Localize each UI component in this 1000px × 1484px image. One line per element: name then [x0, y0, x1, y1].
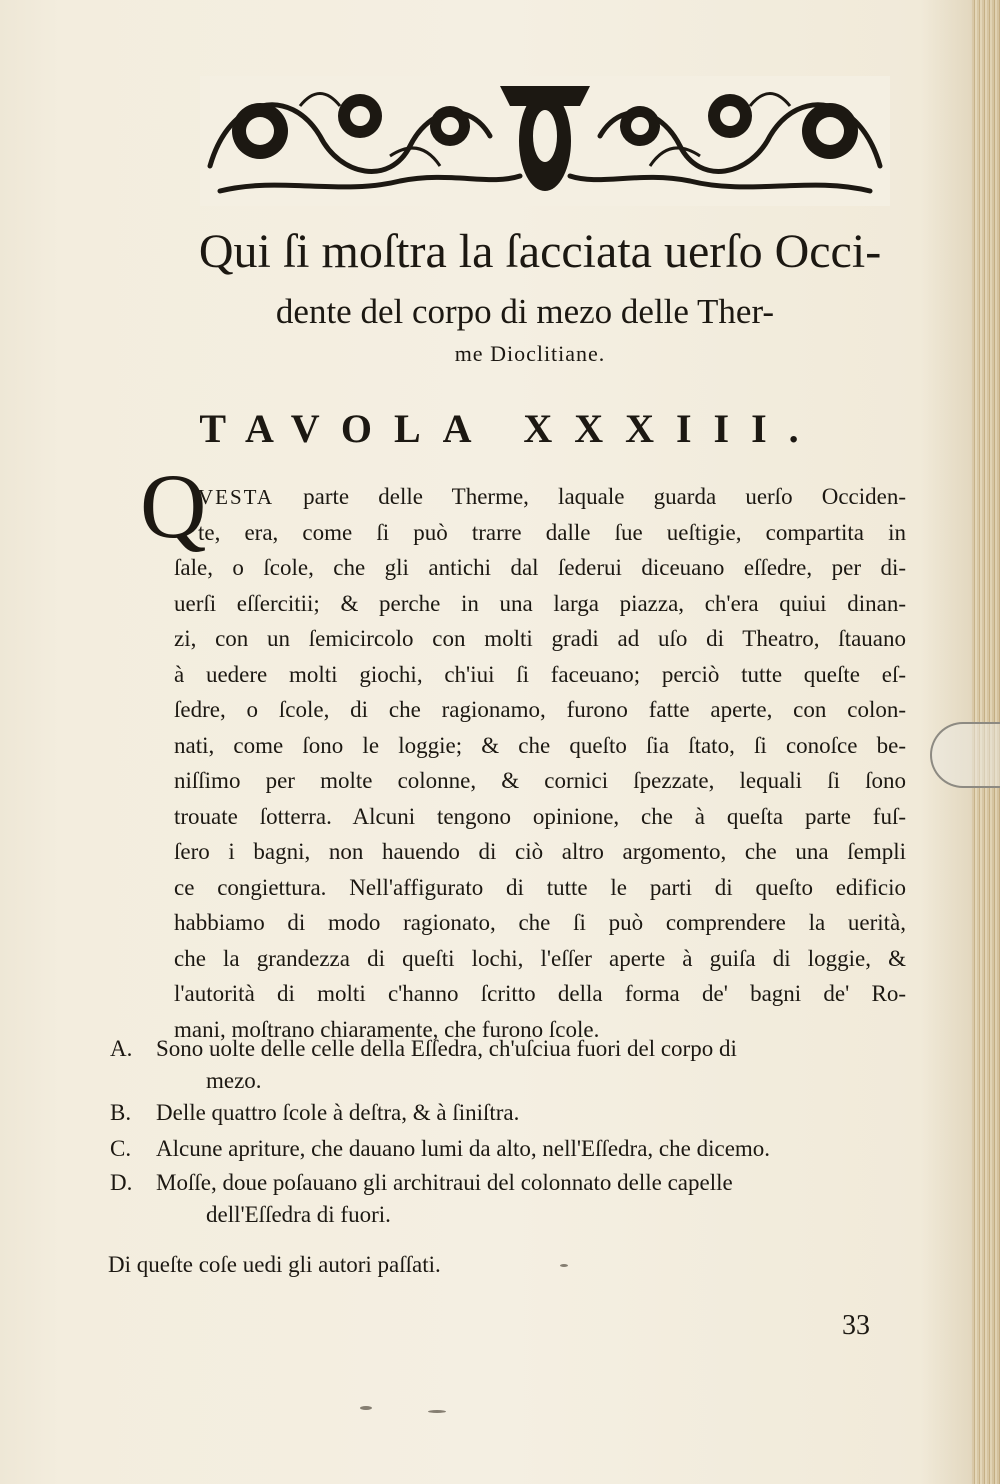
- ink-speck: [428, 1410, 446, 1413]
- body-line: habbiamo di modo ragionato, che ſi può comprendere la uerità,: [174, 910, 906, 935]
- body-line: [198, 484, 906, 510]
- legend-key: C.: [110, 1136, 132, 1161]
- legend-key: D.: [110, 1170, 133, 1195]
- plate-label: TAVOLA XXXIII.: [199, 406, 821, 451]
- body-line: te, era, come ſi può trarre dalle ſue ueſtigie, compartita in: [198, 520, 906, 545]
- page-title: [90, 225, 930, 366]
- page-number: 33: [842, 1310, 870, 1341]
- drop-cap: Q: [140, 455, 207, 557]
- legend-text: Moſſe, doue poſauano gli architraui del colonnato delle capelle: [156, 1170, 733, 1195]
- body-line: à uedere molti giochi, ch'iui ſi faceuano; perciò tutte queſte eſ-: [174, 662, 906, 687]
- ink-speck: [560, 1264, 568, 1267]
- body-line: trouate ſotterra. Alcuni tengono opinione, che à queſta parte fuſ-: [174, 804, 906, 829]
- legend-text: Delle quattro ſcole à deſtra, & à ſiniſtra.: [156, 1100, 520, 1125]
- body-line: l'autorità di molti c'hanno ſcritto della forma de' bagni de' Ro-: [174, 981, 906, 1006]
- legend-key: A.: [110, 1036, 133, 1061]
- body-line: ce congiettura. Nell'affigurato di tutte le parti di queſto edificio: [174, 875, 906, 900]
- body-line: ſale, o ſcole, che gli antichi dal ſederui diceuano eſſedre, per di-: [174, 555, 906, 580]
- body-line: zi, con un ſemicircolo con molti gradi ad uſo di Theatro, ſtauano: [174, 626, 906, 651]
- legend-continuation: mezo.: [206, 1068, 262, 1093]
- paper-clip: [930, 722, 1000, 788]
- closing-line: Di queſte coſe uedi gli autori paſſati.: [108, 1252, 441, 1277]
- ink-speck: [360, 1406, 372, 1410]
- body-line: ſero i bagni, non hauendo di ciò altro argomento, che una ſempli: [174, 839, 906, 864]
- legend-key: B.: [110, 1100, 132, 1125]
- title-line-1: Qui ſi moſtra la ſacciata uerſo Occi-: [198, 225, 882, 278]
- title-line-2: dente del corpo di mezo delle Ther-: [275, 292, 775, 331]
- body-line: nati, come ſono le loggie; & che queſto ſia ſtato, ſi conoſce be-: [174, 733, 906, 758]
- body-line-text: parte delle Therme, laquale guarda uerſo Occiden-: [303, 484, 906, 509]
- ornamental-foliage-headpiece-icon: [200, 76, 890, 206]
- body-line: niſſimo per molte colonne, & cornici ſpezzate, lequali ſi ſono: [174, 768, 906, 793]
- body-line: che la grandezza di queſti lochi, l'eſſer aperte à guiſa di loggie, &: [174, 946, 906, 971]
- legend-text: Alcune apriture, che dauano lumi da alto, nell'Eſſedra, che dicemo.: [156, 1136, 771, 1161]
- title-line-3: me Dioclitiane.: [454, 341, 606, 366]
- legend-text: Sono uolte delle celle della Eſſedra, ch'uſciua fuori del corpo di: [156, 1036, 737, 1061]
- body-line: mani, moſtrano chiaramente, che furono ſcole.: [174, 1017, 600, 1042]
- body-line: uerſi eſſercitii; & perche in una larga piazza, ch'era quiui dinan-: [174, 591, 906, 616]
- opening-smallcaps: VESTA: [198, 485, 274, 509]
- body-line: ſedre, o ſcole, di che ragionamo, furono fatte aperte, con colon-: [174, 697, 906, 722]
- legend-continuation: dell'Eſſedra di fuori.: [206, 1202, 391, 1227]
